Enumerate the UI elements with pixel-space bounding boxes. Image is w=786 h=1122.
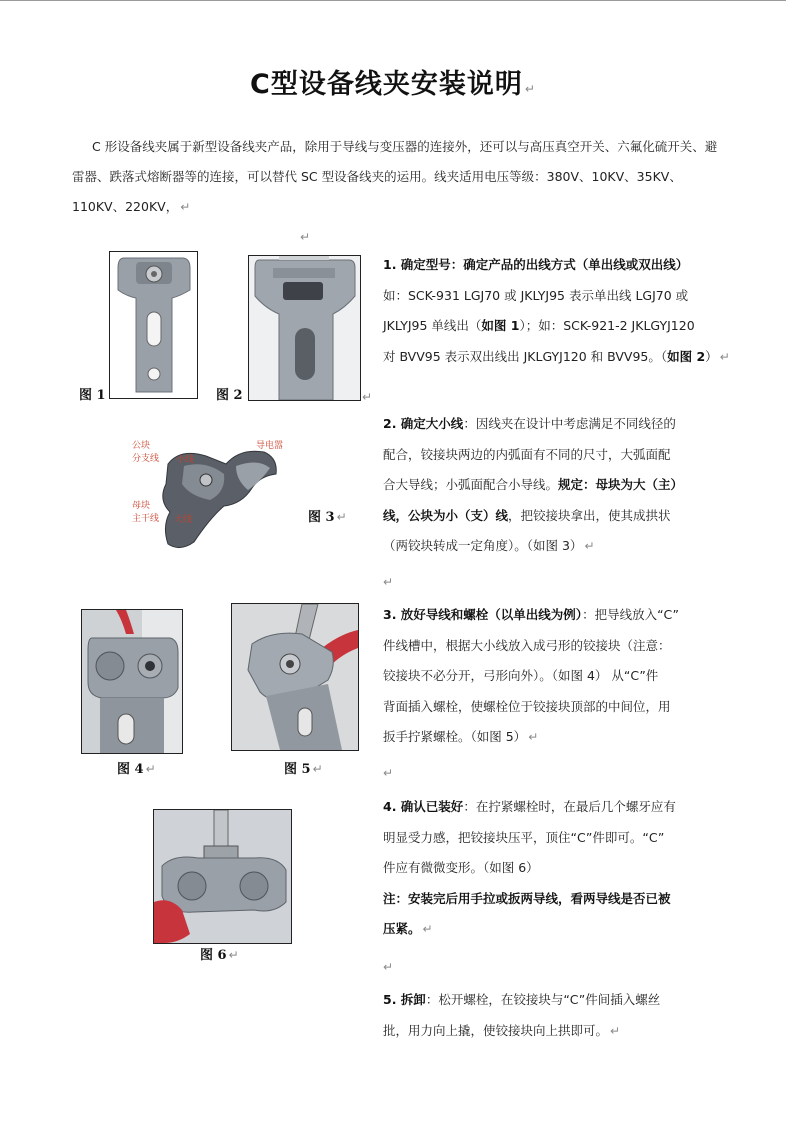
paragraph-mark: ↵ — [300, 230, 311, 244]
step-1-heading: 1. 确定型号：确定产品的出线方式（单出线或双出线） — [383, 257, 689, 272]
figure-1-caption: 图 1 — [79, 388, 106, 403]
step-2-line-3: 合大导线；小弧面配合小导线。规定：母块为大（主） — [383, 477, 684, 492]
figure-5-photo — [231, 603, 359, 751]
step-1-line-3: 对 BVV95 表示双出线出 JKLGYJ120 和 BVV95。（如图 2） ↵ — [383, 348, 730, 364]
paragraph-mark: ↵ — [180, 200, 191, 214]
paragraph-mark: ↵ — [422, 922, 433, 936]
paragraph-mark: ↵ — [524, 82, 536, 96]
fig3-label-xiaoxian: 小线 — [176, 455, 195, 465]
page-top-border — [0, 0, 786, 1]
paragraph-mark: ↵ — [383, 766, 394, 780]
fig3-label-gongkuai: 公块 — [132, 441, 151, 451]
step-4-note-line-2: 压紧。 ↵ — [383, 921, 433, 936]
figure-3-caption: 图 3 ↵ — [308, 510, 347, 525]
figure-4-caption: 图 4 ↵ — [117, 762, 156, 777]
step-2-line-5: （两铰块转成一定角度）。（如图 3） ↵ — [383, 538, 595, 553]
step-5-heading: 5. 拆卸 — [383, 992, 426, 1007]
fig3-label-mukuai: 母块 — [132, 501, 151, 511]
step-2-heading: 2. 确定大小线 — [383, 416, 464, 431]
step-1-line-2: JKLYJ95 单线出（如图 1）；如：SCK-921-2 JKLGYJ120 — [383, 318, 695, 333]
step-3-line-3: 铰接块不必分开，弓形向外）。（如图 4） 从“C”件 — [383, 668, 659, 683]
step-3-line-5: 扳手拧紧螺栓。（如图 5） ↵ — [383, 729, 539, 744]
step-4-line-3: 件应有微微变形。（如图 6） — [383, 860, 539, 875]
step-1-line-1: 如：SCK-931 LGJ70 或 JKLYJ95 表示单出线 LGJ70 或 — [383, 287, 689, 303]
paragraph-mark: ↵ — [383, 960, 394, 974]
step-4-confirm-installed: 4. 确认已装好：在拧紧螺栓时，在最后几个螺牙应有 明显受力感，把铰接块压平，顶住“C”件即可。“C” 件应有微微变形。（如图 6） 注：安装完后用手拉或扳两导线，看两导线是否已被 压紧。 ↵ — [383, 792, 721, 945]
paragraph-mark: ↵ — [719, 349, 730, 364]
step-4-heading: 4. 确认已装好 — [383, 799, 464, 814]
intro-paragraph: C 形设备线夹属于新型设备线夹产品，除用于导线与变压器的连接外，还可以与高压真空开关、六氟化硫开关、避雷器、跌落式熔断器等的连接，可以替代 SC 型设备线夹的运用。线夹适用电压等级：380V、10KV、35KV、110KV、220KV， ↵ ↵ — [72, 132, 718, 222]
step-2-wire-size: 2. 确定大小线：因线夹在设计中考虑满足不同线径的 配合，铰接块两边的内弧面有不同的尺寸，大弧面配 合大导线；小弧面配合小导线。规定：母块为大（主） 线，公块为小（支）线，把铰接块拿出，使其成拱状 （两铰块转成一定角度）。（如图 3） ↵ — [383, 409, 721, 562]
step-5-disassembly: 5. 拆卸：松开螺栓，在铰接块与“C”件间插入螺丝 批，用力向上撬，使铰接块向上拱即可。 ↵ — [383, 985, 721, 1046]
paragraph-mark: ↵ — [383, 575, 394, 589]
step-2-line-2: 配合，铰接块两边的内弧面有不同的尺寸，大弧面配 — [383, 446, 671, 462]
step-3-heading: 3. 放好导线和螺栓（以单出线为例） — [383, 607, 583, 622]
fig3-label-daxian: 大线 — [174, 515, 193, 525]
fig3-label-fenzhixian: 分支线 — [132, 454, 160, 464]
fig3-label-zhuganxian: 主干线 — [132, 514, 160, 524]
step-2-line-4: 线，公块为小（支）线，把铰接块拿出，使其成拱状 — [383, 507, 671, 523]
paragraph-mark: ↵ — [362, 390, 373, 404]
step-4-line-2: 明显受力感，把铰接块压平，顶住“C”件即可。“C” — [383, 829, 665, 845]
step-1-confirm-model — [383, 250, 730, 372]
figure-6-caption: 图 6 ↵ — [200, 948, 239, 963]
fig3-label-daodianqi: 导电嚣 — [256, 441, 284, 451]
step-3-line-2: 件线槽中，根据大小线放入成弓形的铰接块（注意： — [383, 637, 671, 653]
step-3-place-wire-bolt: 3. 放好导线和螺栓（以单出线为例）：把导线放入“C” 件线槽中，根据大小线放入成弓形的铰接块（注意： 铰接块不必分开，弓形向外）。（如图 4） 从“C”件 背面插入螺栓，使螺栓位于铰接块顶部的中间位，用 扳手拧紧螺栓。（如图 5） ↵ — [383, 600, 721, 753]
paragraph-mark: ↵ — [584, 539, 595, 553]
paragraph-mark: ↵ — [145, 762, 156, 776]
paragraph-mark: ↵ — [228, 948, 239, 962]
paragraph-mark: ↵ — [312, 762, 323, 776]
figure-6-photo — [153, 809, 292, 944]
page-title: C型设备线夹安装说明 ↵ — [250, 69, 536, 100]
figure-4-photo — [81, 609, 183, 754]
figure-3-photo — [128, 434, 286, 556]
figure-1-photo — [109, 251, 198, 399]
paragraph-mark: ↵ — [336, 510, 347, 524]
figure-2-caption: 图 2 — [216, 388, 243, 403]
step-5-line-2: 批，用力向上撬，使铰接块向上拱即可。 ↵ — [383, 1022, 621, 1038]
step-3-line-4: 背面插入螺栓，使螺栓位于铰接块顶部的中间位，用 — [383, 698, 671, 714]
figure-2-photo — [248, 255, 361, 401]
paragraph-mark: ↵ — [610, 1023, 621, 1038]
figure-5-caption: 图 5 ↵ — [284, 762, 323, 777]
paragraph-mark: ↵ — [528, 730, 539, 744]
step-4-note-line-1: 注：安装完后用手拉或扳两导线，看两导线是否已被 — [383, 890, 671, 906]
